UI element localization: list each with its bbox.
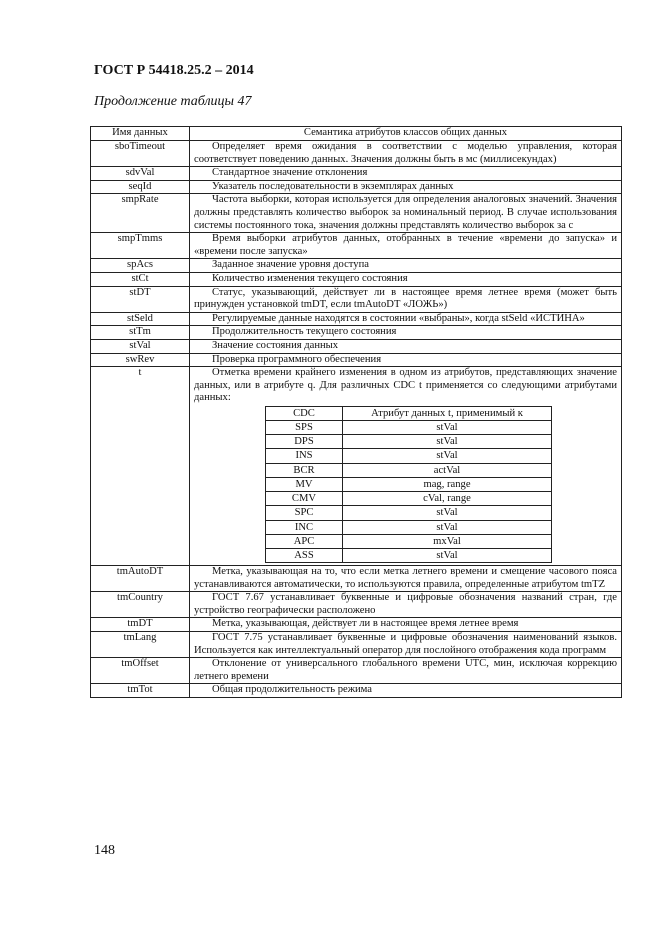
table-row xyxy=(91,259,622,273)
semantics-cell xyxy=(190,367,622,566)
table-row-t xyxy=(91,367,622,566)
table-row xyxy=(91,339,622,353)
table-row xyxy=(91,684,622,698)
attribute-cell: actVal xyxy=(343,463,552,477)
attribute-cell: stVal xyxy=(343,548,552,562)
column-header-semantics: Семантика атрибутов классов общих данных xyxy=(190,127,622,141)
cdc-cell: CMV xyxy=(266,492,343,506)
document-standard-title: ГОСТ Р 54418.25.2 – 2014 xyxy=(94,63,254,78)
data-name-cell: tmCountry xyxy=(91,592,190,618)
data-name-cell: seqId xyxy=(91,180,190,194)
table-row xyxy=(91,592,622,618)
cdc-row xyxy=(266,534,552,548)
semantics-cell: ГОСТ 7.75 устанавливает буквенные и цифровые обозначения наименований языков. Используется как интеллектуальный оператор для послойного отображения кода программ xyxy=(190,632,622,658)
semantics-cell: ГОСТ 7.67 устанавливает буквенные и цифровые обозначения названий стран, где устройство географически расположено xyxy=(190,592,622,618)
data-name-cell: tmAutoDT xyxy=(91,566,190,592)
semantics-cell: Продолжительность текущего состояния xyxy=(190,326,622,340)
data-name-cell: tmOffset xyxy=(91,658,190,684)
cdc-cell: DPS xyxy=(266,435,343,449)
table-row xyxy=(91,658,622,684)
data-name-cell: sdvVal xyxy=(91,167,190,181)
page-number: 148 xyxy=(94,843,115,858)
semantics-cell: Время выборки атрибутов данных, отобранных в течение «времени до запуска» и «времени после запуска» xyxy=(190,233,622,259)
attribute-cell: stVal xyxy=(343,520,552,534)
cdc-attribute-table xyxy=(265,406,552,563)
cdc-row xyxy=(266,520,552,534)
table-row xyxy=(91,272,622,286)
attribute-header: Атрибут данных t, применимый к xyxy=(343,406,552,420)
cdc-cell: MV xyxy=(266,477,343,491)
attribute-cell: cVal, range xyxy=(343,492,552,506)
data-name-cell: tmDT xyxy=(91,618,190,632)
column-header-name: Имя данных xyxy=(91,127,190,141)
cdc-row xyxy=(266,492,552,506)
table-row xyxy=(91,194,622,233)
data-name-cell: stDT xyxy=(91,286,190,312)
cdc-cell: BCR xyxy=(266,463,343,477)
semantics-cell: Отклонение от универсального глобального времени UTC, мин, исключая коррекцию летнего времени xyxy=(190,658,622,684)
semantics-cell: Метка, указывающая на то, что если метка летнего времени и смещение часового пояса устанавливаются автоматически, то используются правила, определенные атрибутом tmTZ xyxy=(190,566,622,592)
table-row xyxy=(91,167,622,181)
semantics-cell: Указатель последовательности в экземплярах данных xyxy=(190,180,622,194)
cdc-row xyxy=(266,463,552,477)
cdc-row xyxy=(266,421,552,435)
table-row xyxy=(91,566,622,592)
data-name-cell: stTm xyxy=(91,326,190,340)
data-name-cell: tmTot xyxy=(91,684,190,698)
table-row xyxy=(91,286,622,312)
semantics-cell: Количество изменения текущего состояния xyxy=(190,272,622,286)
cdc-cell: INS xyxy=(266,449,343,463)
table-row xyxy=(91,353,622,367)
table-row xyxy=(91,618,622,632)
table-row xyxy=(91,180,622,194)
semantics-cell: Частота выборки, которая используется для определения аналоговых значений. Значения должны представлять количество выборок за номинальный период. В случае использования системы постоянного тока, значения должны представлять количество выборок за с xyxy=(190,194,622,233)
semantics-cell: Заданное значение уровня доступа xyxy=(190,259,622,273)
attribute-cell: stVal xyxy=(343,449,552,463)
cdc-cell: APC xyxy=(266,534,343,548)
table-row xyxy=(91,326,622,340)
cdc-cell: SPS xyxy=(266,421,343,435)
semantics-cell: Статус, указывающий, действует ли в настоящее время летнее время (может быть принужден установкой tmDT, если tmAutoDT «ЛОЖЬ») xyxy=(190,286,622,312)
data-name-cell: smpRate xyxy=(91,194,190,233)
cdc-row xyxy=(266,477,552,491)
data-semantics-table xyxy=(90,126,622,698)
cdc-header: CDC xyxy=(266,406,343,420)
attribute-cell: stVal xyxy=(343,435,552,449)
attribute-cell: stVal xyxy=(343,506,552,520)
table-caption: Продолжение таблицы 47 xyxy=(94,94,252,109)
data-name-cell: smpTmms xyxy=(91,233,190,259)
data-name-cell: tmLang xyxy=(91,632,190,658)
semantics-cell: Регулируемые данные находятся в состоянии «выбраны», когда stSeld «ИСТИНА» xyxy=(190,312,622,326)
table-row xyxy=(91,233,622,259)
cdc-row xyxy=(266,449,552,463)
table-row xyxy=(91,632,622,658)
attribute-cell: mag, range xyxy=(343,477,552,491)
cdc-row xyxy=(266,506,552,520)
attribute-cell: mxVal xyxy=(343,534,552,548)
cdc-table-header-row xyxy=(266,406,552,420)
cdc-cell: SPC xyxy=(266,506,343,520)
cdc-cell: INC xyxy=(266,520,343,534)
table-row xyxy=(91,141,622,167)
data-name-cell: spAcs xyxy=(91,259,190,273)
semantics-cell: Значение состояния данных xyxy=(190,339,622,353)
semantics-cell: Проверка программного обеспечения xyxy=(190,353,622,367)
semantics-cell: Определяет время ожидания в соответствии с моделью управления, которая соответствует поведению данных. Значения должны быть в мс (миллисекундах) xyxy=(190,141,622,167)
cdc-row xyxy=(266,435,552,449)
data-name-cell: stVal xyxy=(91,339,190,353)
data-name-cell: swRev xyxy=(91,353,190,367)
table-row xyxy=(91,312,622,326)
data-name-cell: t xyxy=(91,367,190,566)
t-description: Отметка времени крайнего изменения в одном из атрибутов, представляющих значение данных, или в атрибуте q. Для различных CDC t применяется со следующими атрибутами данных: xyxy=(194,367,617,404)
attribute-cell: stVal xyxy=(343,421,552,435)
semantics-cell: Общая продолжительность режима xyxy=(190,684,622,698)
data-name-cell: stSeld xyxy=(91,312,190,326)
cdc-cell: ASS xyxy=(266,548,343,562)
table-header-row xyxy=(91,127,622,141)
semantics-cell: Стандартное значение отклонения xyxy=(190,167,622,181)
cdc-row xyxy=(266,548,552,562)
data-name-cell: sboTimeout xyxy=(91,141,190,167)
data-name-cell: stCt xyxy=(91,272,190,286)
semantics-cell: Метка, указывающая, действует ли в настоящее время летнее время xyxy=(190,618,622,632)
